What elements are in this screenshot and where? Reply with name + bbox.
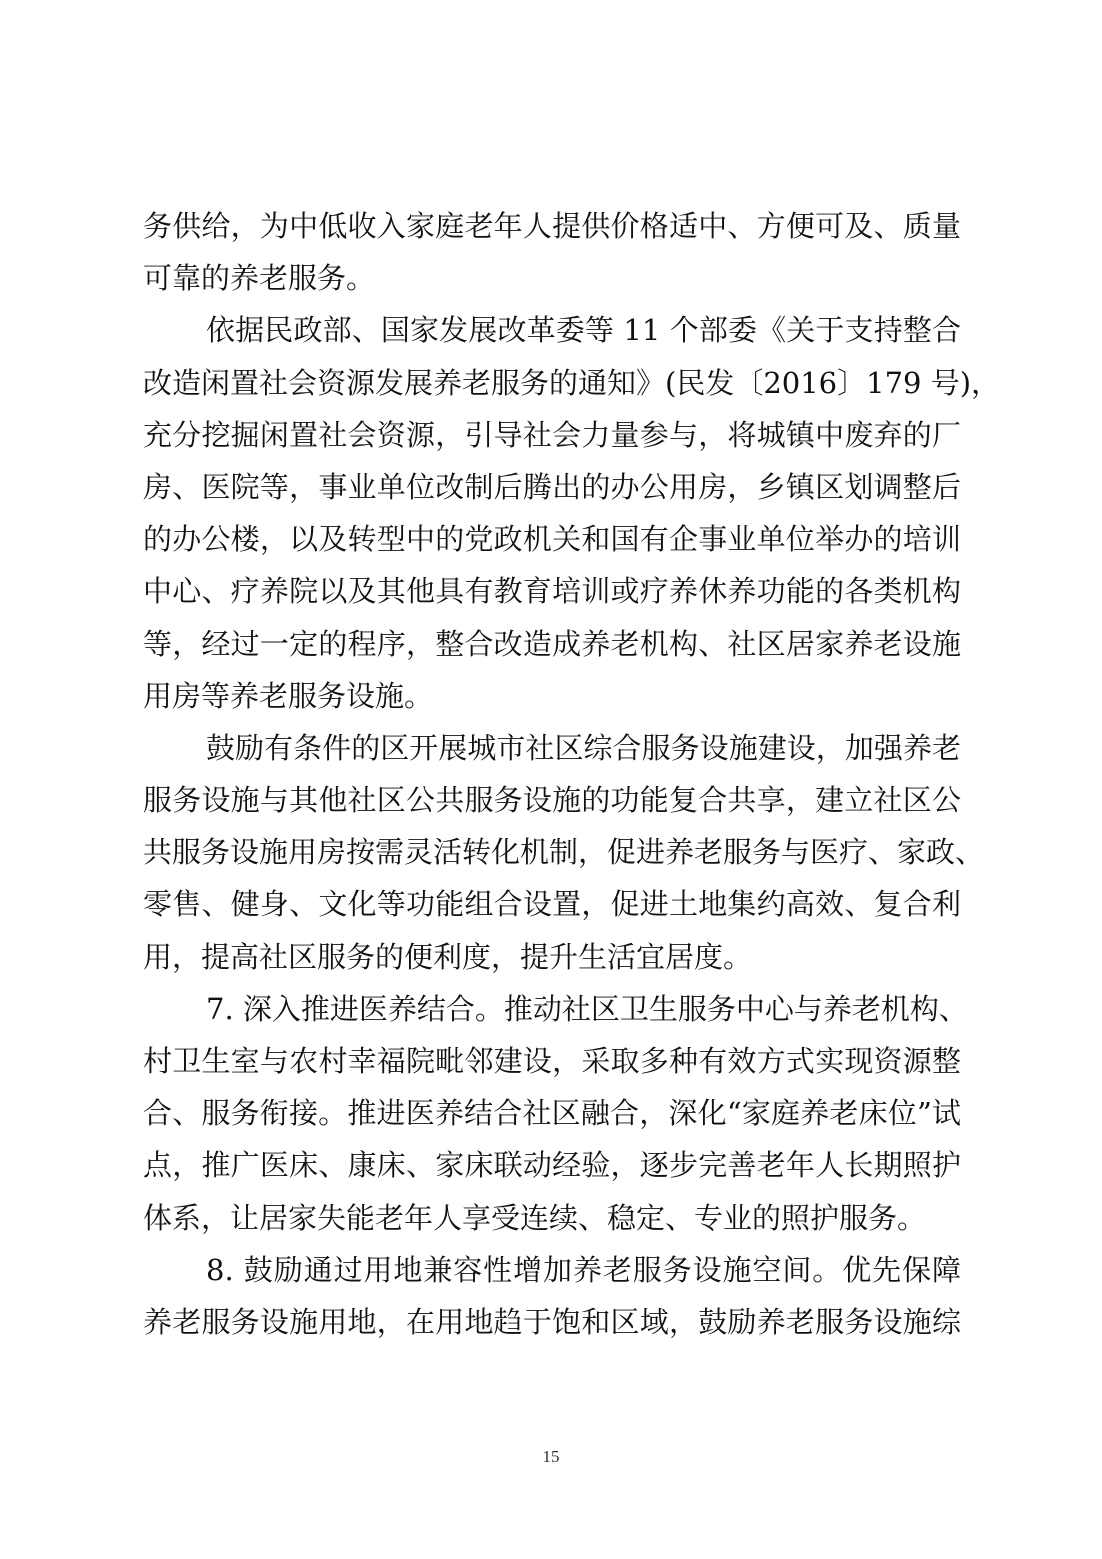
text-line: 体系，让居家失能老年人享受连续、稳定、专业的照护服务。 <box>143 1200 927 1235</box>
text-line: 零售、健身、文化等功能组合设置，促进土地集约高效、复合利 <box>143 887 961 922</box>
text-line: 养老服务设施用地，在用地趋于饱和区域，鼓励养老服务设施综 <box>143 1304 961 1339</box>
text-line: 依据民政部、国家发展改革委等 11 个部委《关于支持整合 <box>206 313 961 348</box>
paragraph-2 <box>143 304 1001 722</box>
text-line: 点，推广医床、康床、家床联动经验，逐步完善老年人长期照护 <box>143 1148 961 1183</box>
text-line: 改造闲置社会资源发展养老服务的通知》(民发〔2016〕179 号)， <box>143 365 1001 400</box>
text-line: 等，经过一定的程序，整合改造成养老机构、社区居家养老设施 <box>143 626 961 661</box>
text-line: 用，提高社区服务的便利度，提升生活宜居度。 <box>143 939 753 974</box>
text-line: 中心、疗养院以及其他具有教育培训或疗养休养功能的各类机构 <box>143 574 961 609</box>
text-line: 用房等养老服务设施。 <box>143 678 434 713</box>
text-line: 鼓励有条件的区开展城市社区综合服务设施建设，加强养老 <box>206 730 961 765</box>
text-line: 务供给，为中低收入家庭老年人提供价格适中、方便可及、质量 <box>143 209 961 243</box>
body-text <box>143 200 1001 1348</box>
text-line: 村卫生室与农村幸福院毗邻建设，采取多种有效方式实现资源整 <box>143 1044 961 1078</box>
text-line: 7. 深入推进医养结合。推动社区卫生服务中心与养老机构、 <box>206 991 968 1026</box>
text-line: 房、医院等，事业单位改制后腾出的办公用房，乡镇区划调整后 <box>143 469 961 504</box>
paragraph-item-8 <box>143 1244 961 1348</box>
text-line: 合、服务衔接。推进医养结合社区融合，深化“家庭养老床位”试 <box>143 1096 961 1131</box>
text-line: 共服务设施用房按需灵活转化机制，促进养老服务与医疗、家政、 <box>143 835 985 870</box>
text-line: 服务设施与其他社区公共服务设施的功能复合共享，建立社区公 <box>143 783 961 818</box>
page-number: 15 <box>542 1447 560 1466</box>
paragraph-item-7 <box>143 983 968 1244</box>
text-line: 可靠的养老服务。 <box>143 261 376 296</box>
text-line: 充分挖掘闲置社会资源，引导社会力量参与，将城镇中废弃的厂 <box>143 417 961 452</box>
paragraph-1 <box>143 200 961 304</box>
paragraph-3 <box>143 722 985 983</box>
text-line: 的办公楼，以及转型中的党政机关和国有企事业单位举办的培训 <box>143 522 961 557</box>
text-line: 8. 鼓励通过用地兼容性增加养老服务设施空间。优先保障 <box>206 1252 961 1287</box>
